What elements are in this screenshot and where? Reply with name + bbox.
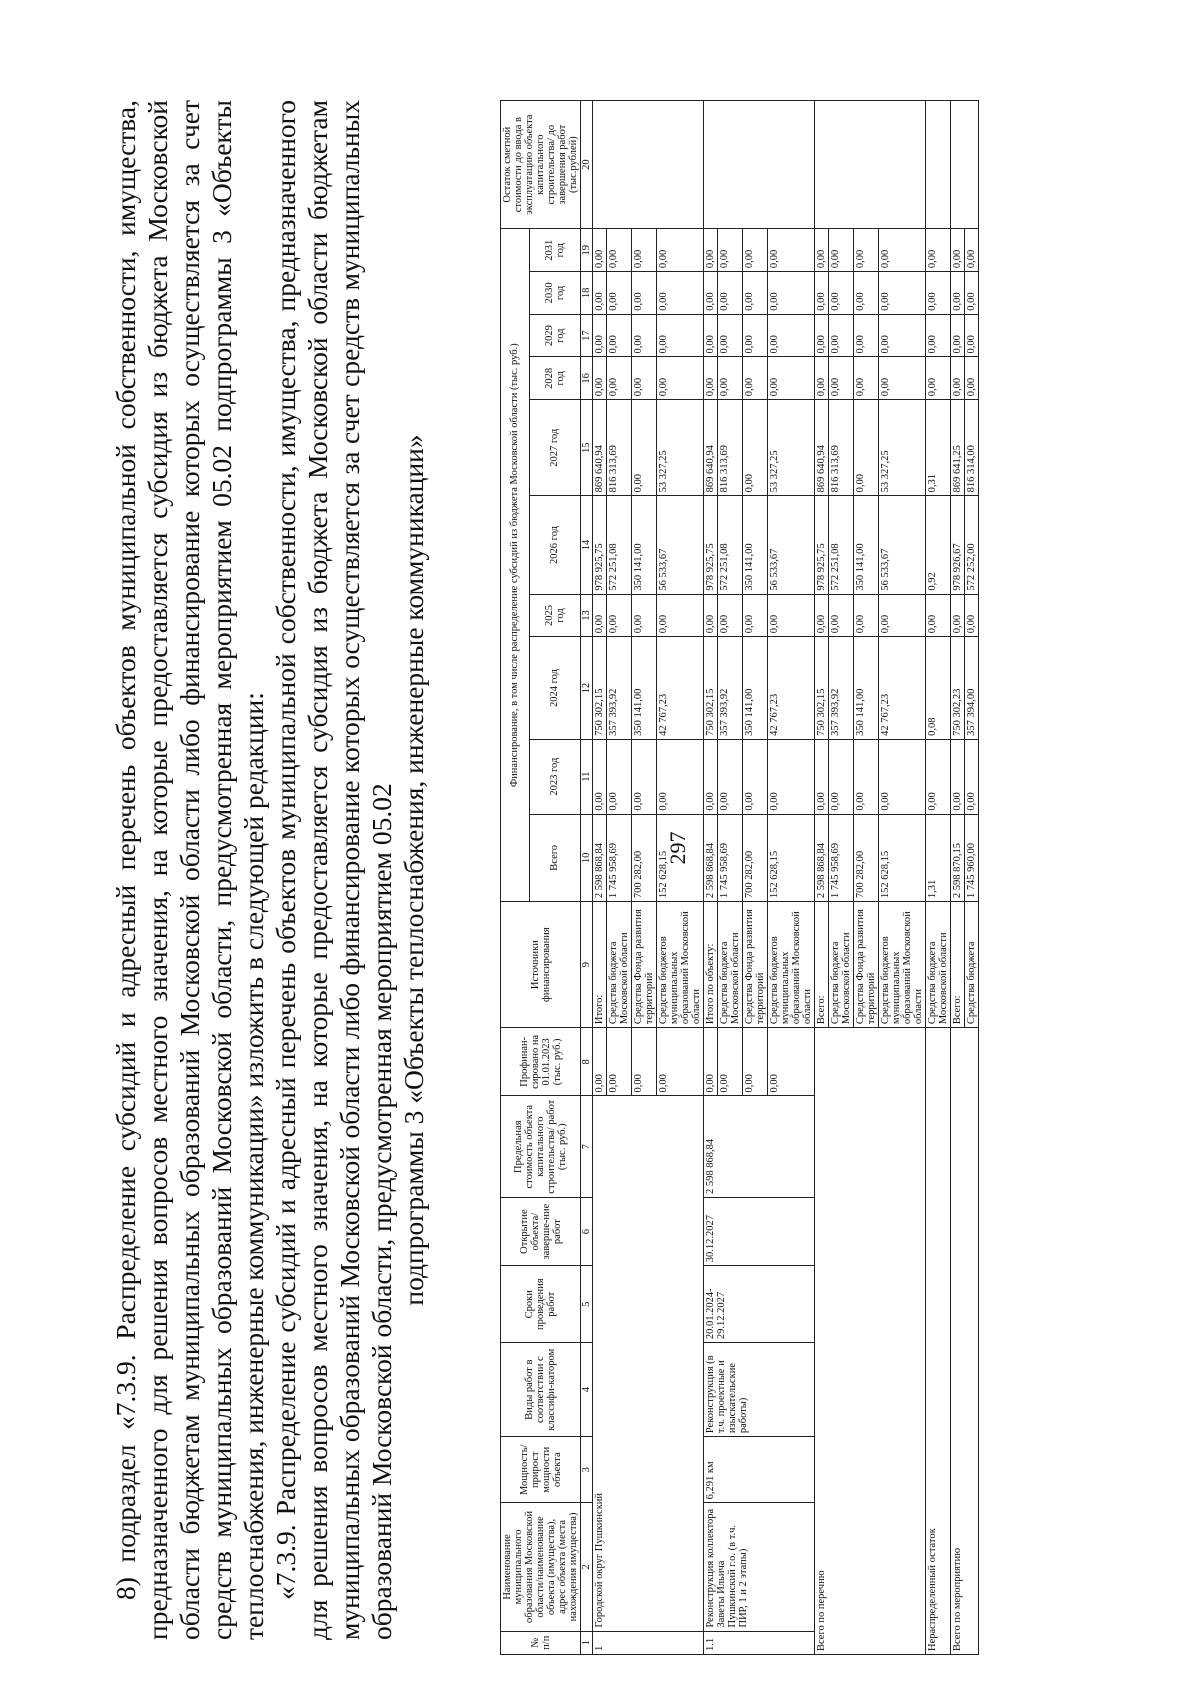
year-value: 0,00 <box>632 314 657 357</box>
year-value: 816 313,69 <box>829 400 854 496</box>
year-value: 0,00 <box>926 739 951 814</box>
funding-source: Средства бюджета Московской области <box>607 902 632 1028</box>
year-value: 0,00 <box>854 229 879 272</box>
year-value: 0,00 <box>704 594 718 637</box>
column-index: 7 <box>581 1096 593 1197</box>
header-year: 2031 год <box>529 229 580 272</box>
year-value: 0,00 <box>743 272 768 315</box>
year-value: 0,00 <box>926 272 951 315</box>
object-opening: 30.12.2027 <box>704 1197 815 1265</box>
year-value: 0,00 <box>704 357 718 400</box>
year-value: 0,00 <box>632 229 657 272</box>
column-index: 17 <box>581 314 593 357</box>
year-value: 0,00 <box>926 357 951 400</box>
remainder-value <box>593 101 704 229</box>
section-heading: «7.3.9. Распределение субсидий и адресный перечень объектов муниципальной собственности, имущества, предназначенного для решения вопросов местного значения, на которые предоставляется субсидия из бюджета Московской области бюджетам муниципальных образований Московской области либо финансирование которых осуществляется за счет средств муниципальных образований Московской области, предусмотренная мероприятием 05.02 <box>270 100 397 1640</box>
header-year: 2029 год <box>529 314 580 357</box>
year-value: 0,00 <box>607 229 632 272</box>
total-value: 152 628,15 <box>768 814 815 902</box>
remainder-value <box>704 101 815 229</box>
year-value: 357 394,00 <box>965 637 979 740</box>
total-value: 2 598 868,84 <box>815 814 829 902</box>
header-total: Всего <box>529 814 580 902</box>
year-value: 42 767,23 <box>657 637 704 740</box>
year-value: 0,00 <box>657 594 704 637</box>
year-value: 0,00 <box>632 400 657 496</box>
year-value: 42 767,23 <box>879 637 926 740</box>
year-value: 0,00 <box>879 272 926 315</box>
prefinanced-value: 0,00 <box>607 1028 632 1096</box>
column-index: 16 <box>581 357 593 400</box>
year-value: 750 302,15 <box>704 637 718 740</box>
funding-source: Средства бюджета Московской области <box>829 902 854 1028</box>
year-value: 572 251,08 <box>718 496 743 594</box>
header-name: Наименование муниципального образования Московской области/наименование объекта (имущества), адрес объекта (места нахождения имущества) <box>501 1503 581 1631</box>
prefinanced-value: 0,00 <box>718 1028 743 1096</box>
year-value: 572 251,08 <box>829 496 854 594</box>
unallocated-row <box>926 101 951 1655</box>
header-opening: Открытие объекта/ заверше-ние работ <box>501 1197 581 1265</box>
year-value: 0,31 <box>926 400 951 496</box>
year-value: 0,00 <box>829 314 854 357</box>
funding-source: Всего: <box>815 902 829 1028</box>
year-value: 0,00 <box>768 272 815 315</box>
year-value: 0,00 <box>593 594 607 637</box>
year-value: 0,00 <box>829 272 854 315</box>
year-value: 0,00 <box>593 229 607 272</box>
prefinanced-value: 0,00 <box>632 1028 657 1096</box>
column-index: 6 <box>581 1197 593 1265</box>
year-value: 0,00 <box>768 314 815 357</box>
year-value: 0,00 <box>854 400 879 496</box>
year-value: 0,00 <box>926 314 951 357</box>
header-limit-cost: Предельная стоимость объекта капитального строительства/ работ (тыс. руб.) <box>501 1096 581 1197</box>
total-label: Всего по перечню <box>815 1028 926 1655</box>
year-value: 0,00 <box>657 314 704 357</box>
header-year: 2024 год <box>529 637 580 740</box>
total-value: 1 745 960,00 <box>965 814 979 902</box>
year-value: 0,00 <box>743 400 768 496</box>
year-value: 0,00 <box>768 594 815 637</box>
object-limit-cost: 2 598 868,84 <box>704 1096 815 1197</box>
column-index: 8 <box>581 1028 593 1096</box>
page-number: 297 <box>665 831 690 865</box>
year-value: 0,00 <box>815 594 829 637</box>
year-value: 56 533,67 <box>657 496 704 594</box>
funding-source: Итого: <box>593 902 607 1028</box>
year-value: 56 533,67 <box>879 496 926 594</box>
district-row <box>593 101 607 1655</box>
total-value: 700 282,00 <box>854 814 879 902</box>
year-value: 0,00 <box>854 272 879 315</box>
header-year: 2030 год <box>529 272 580 315</box>
year-value: 0,00 <box>607 314 632 357</box>
total-label: Всего по мероприятию <box>951 1028 979 1655</box>
column-index: 15 <box>581 400 593 496</box>
year-value: 0,00 <box>704 314 718 357</box>
year-value: 0,00 <box>829 357 854 400</box>
year-value: 0,00 <box>593 739 607 814</box>
total-value: 700 282,00 <box>743 814 768 902</box>
financing-table <box>500 100 979 1655</box>
year-value: 0,00 <box>632 357 657 400</box>
funding-source: Всего: <box>951 902 965 1028</box>
column-index: 5 <box>581 1266 593 1343</box>
total-value: 152 628,15 <box>879 814 926 902</box>
object-capacity: 6,291 км <box>704 1437 815 1503</box>
year-value: 0,00 <box>854 594 879 637</box>
year-value: 0,00 <box>815 314 829 357</box>
year-value: 0,00 <box>815 229 829 272</box>
year-value: 0,00 <box>718 739 743 814</box>
year-value: 0,00 <box>593 272 607 315</box>
year-value: 350 141,00 <box>632 637 657 740</box>
funding-source: Средства бюджета Московской области <box>718 902 743 1028</box>
year-value: 816 313,69 <box>607 400 632 496</box>
header-capacity: Мощность/ прирост мощности объекта <box>501 1437 581 1503</box>
header-sources: Источники финансирования <box>501 902 581 1028</box>
total-value: 1,31 <box>926 814 951 902</box>
column-index: 1 <box>581 1631 593 1654</box>
year-value: 0,00 <box>965 357 979 400</box>
year-value: 750 302,23 <box>951 637 965 740</box>
column-index-row <box>581 101 593 1655</box>
year-value: 0,00 <box>951 272 965 315</box>
year-value: 53 327,25 <box>657 400 704 496</box>
year-value: 0,00 <box>965 594 979 637</box>
year-value: 0,00 <box>607 272 632 315</box>
year-value: 869 640,94 <box>815 400 829 496</box>
year-value: 350 141,00 <box>632 496 657 594</box>
year-value: 0,00 <box>965 272 979 315</box>
year-value: 0,00 <box>718 357 743 400</box>
year-value: 0,08 <box>926 637 951 740</box>
year-value: 978 925,75 <box>593 496 607 594</box>
year-value: 0,00 <box>657 229 704 272</box>
funding-source: Средства Фонда развития территорий <box>632 902 657 1028</box>
year-value: 0,00 <box>607 357 632 400</box>
row-number: 1 <box>593 1631 704 1654</box>
funding-source: Средства бюджетов муниципальных образований Московской области <box>879 902 926 1028</box>
year-value: 869 641,25 <box>951 400 965 496</box>
year-value: 350 141,00 <box>854 496 879 594</box>
year-value: 0,00 <box>704 739 718 814</box>
measure-total-row <box>951 101 965 1655</box>
total-value: 1 745 958,69 <box>829 814 854 902</box>
header-year: 2026 год <box>529 496 580 594</box>
total-value: 1 745 958,69 <box>607 814 632 902</box>
year-value: 0,00 <box>743 229 768 272</box>
object-row <box>704 101 718 1655</box>
year-value: 350 141,00 <box>854 637 879 740</box>
year-value: 0,00 <box>593 357 607 400</box>
prefinanced-value: 0,00 <box>704 1028 718 1096</box>
funding-source: Средства бюджетов муниципальных образований Московской области <box>768 902 815 1028</box>
total-value: 2 598 870,15 <box>951 814 965 902</box>
year-value: 0,00 <box>951 357 965 400</box>
year-value: 750 302,15 <box>815 637 829 740</box>
year-value: 0,00 <box>632 594 657 637</box>
column-index: 18 <box>581 272 593 315</box>
prefinanced-value: 0,00 <box>743 1028 768 1096</box>
year-value: 0,00 <box>704 272 718 315</box>
total-value: 1 745 958,69 <box>718 814 743 902</box>
year-value: 350 141,00 <box>743 496 768 594</box>
year-value: 0,00 <box>815 272 829 315</box>
year-value: 0,00 <box>743 594 768 637</box>
year-value: 0,92 <box>926 496 951 594</box>
year-value: 0,00 <box>743 357 768 400</box>
year-value: 357 393,92 <box>607 637 632 740</box>
funding-source: Средства Фонда развития территорий <box>854 902 879 1028</box>
year-value: 0,00 <box>768 739 815 814</box>
header-year: 2027 год <box>529 400 580 496</box>
year-value: 0,00 <box>718 594 743 637</box>
year-value: 0,00 <box>879 229 926 272</box>
year-value: 0,00 <box>879 739 926 814</box>
funding-source: Средства бюджета Московской области <box>926 902 951 1028</box>
year-value: 978 925,75 <box>704 496 718 594</box>
year-value: 978 926,67 <box>951 496 965 594</box>
year-value: 869 640,94 <box>704 400 718 496</box>
year-value: 0,00 <box>632 739 657 814</box>
year-value: 0,00 <box>768 229 815 272</box>
year-value: 0,00 <box>704 229 718 272</box>
column-index: 12 <box>581 637 593 740</box>
header-works: Виды работ в соответствии с классифи-катором <box>501 1343 581 1437</box>
object-works: Реконструкция (в т.ч. проектные и изыскательские работы) <box>704 1343 815 1437</box>
year-value: 0,00 <box>657 272 704 315</box>
year-value: 572 251,08 <box>607 496 632 594</box>
year-value: 0,00 <box>829 594 854 637</box>
year-value: 0,00 <box>657 357 704 400</box>
header-year: 2028 год <box>529 357 580 400</box>
header-year: 2023 год <box>529 739 580 814</box>
header-year: 2025 год <box>529 594 580 637</box>
year-value: 0,00 <box>607 594 632 637</box>
remainder-value <box>815 101 926 229</box>
total-value: 700 282,00 <box>632 814 657 902</box>
year-value: 350 141,00 <box>743 637 768 740</box>
year-value: 0,00 <box>926 229 951 272</box>
column-index: 11 <box>581 739 593 814</box>
year-value: 0,00 <box>951 594 965 637</box>
year-value: 869 640,94 <box>593 400 607 496</box>
year-value: 53 327,25 <box>768 400 815 496</box>
intro-paragraph: 8) подраздел «7.3.9. Распределение субсидий и адресный перечень объектов муниципальной собственности, имущества, предназначенного для решения вопросов местного значения, на которые предоставляется субсидия из бюджета Московской области бюджетам муниципальных образований Московской области либо финансирование которых осуществляется за счет средств муниципальных образований Московской области, предусмотренная мероприятием 05.02 подпрограммы 3 «Объекты теплоснабжения, инженерные коммуникации» изложить в следующей редакции: <box>110 100 269 1640</box>
object-terms: 20.01.2024-29.12.2027 <box>704 1266 815 1343</box>
column-index: 20 <box>581 101 593 229</box>
year-value: 0,00 <box>965 314 979 357</box>
text-block <box>110 100 430 1640</box>
year-value: 0,00 <box>879 314 926 357</box>
district-name: Городской округ Пушкинский <box>593 1096 704 1631</box>
header-n: № п/п <box>501 1631 581 1654</box>
year-value: 56 533,67 <box>768 496 815 594</box>
header-remainder: Остаток сметной стоимости до ввода в эксплуатацию объекта капитального строительства/ до завершения работ (тыс.рублей) <box>501 101 581 229</box>
funding-source: Средства Фонда развития территорий <box>743 902 768 1028</box>
column-index: 19 <box>581 229 593 272</box>
column-index: 13 <box>581 594 593 637</box>
year-value: 0,00 <box>951 229 965 272</box>
section-heading-end: подпрограммы 3 «Объекты теплоснабжения, инженерные коммуникации» <box>398 434 429 1306</box>
total-value: 2 598 868,84 <box>593 814 607 902</box>
year-value: 0,00 <box>854 314 879 357</box>
year-value: 978 925,75 <box>815 496 829 594</box>
year-value: 816 313,69 <box>718 400 743 496</box>
year-value: 0,00 <box>829 229 854 272</box>
column-index: 10 <box>581 814 593 902</box>
remainder-value <box>951 101 979 229</box>
object-name: Реконструкция коллектора Заветы Ильича Пушкинский г.о. (в т.ч. ПИР, 1 и 2 этапы) <box>704 1503 815 1631</box>
year-value: 0,00 <box>718 314 743 357</box>
header-prefinanced: Профинан-сировано на 01.01.2023 (тыс. руб.) <box>501 1028 581 1096</box>
year-value: 816 314,00 <box>965 400 979 496</box>
year-value: 42 767,23 <box>768 637 815 740</box>
year-value: 0,00 <box>854 739 879 814</box>
row-number: 1.1 <box>704 1631 815 1654</box>
prefinanced-value: 0,00 <box>768 1028 815 1096</box>
year-value: 0,00 <box>607 739 632 814</box>
year-value: 0,00 <box>951 739 965 814</box>
year-value: 0,00 <box>926 594 951 637</box>
year-value: 0,00 <box>815 739 829 814</box>
year-value: 0,00 <box>879 357 926 400</box>
column-index: 14 <box>581 496 593 594</box>
year-value: 357 393,92 <box>829 637 854 740</box>
year-value: 0,00 <box>768 357 815 400</box>
year-value: 0,00 <box>879 594 926 637</box>
column-index: 4 <box>581 1343 593 1437</box>
year-value: 0,00 <box>743 314 768 357</box>
column-index: 9 <box>581 902 593 1028</box>
remainder-value <box>926 101 951 229</box>
financing-table-wrap <box>500 100 979 1655</box>
header-terms: Сроки проведения работ <box>501 1266 581 1343</box>
year-value: 0,00 <box>854 357 879 400</box>
column-index: 3 <box>581 1437 593 1503</box>
year-value: 357 393,92 <box>718 637 743 740</box>
column-index: 2 <box>581 1503 593 1631</box>
year-value: 0,00 <box>965 739 979 814</box>
prefinanced-value: 0,00 <box>657 1028 704 1096</box>
year-value: 0,00 <box>593 314 607 357</box>
unallocated-label: Нераспределенный остаток <box>926 1028 951 1655</box>
year-value: 0,00 <box>951 314 965 357</box>
year-value: 0,00 <box>632 272 657 315</box>
year-value: 0,00 <box>965 229 979 272</box>
funding-source: Средства бюджетов муниципальных образований Московской области <box>657 902 704 1028</box>
year-value: 53 327,25 <box>879 400 926 496</box>
funding-source: Средства бюджета <box>965 902 979 1028</box>
year-value: 0,00 <box>815 357 829 400</box>
year-value: 0,00 <box>718 272 743 315</box>
total-value: 2 598 868,84 <box>704 814 718 902</box>
prefinanced-value: 0,00 <box>593 1028 607 1096</box>
list-total-row <box>815 101 829 1655</box>
year-value: 572 252,00 <box>965 496 979 594</box>
year-value: 0,00 <box>657 739 704 814</box>
total-value: 152 628,15 <box>657 814 704 902</box>
year-value: 750 302,15 <box>593 637 607 740</box>
year-value: 0,00 <box>718 229 743 272</box>
funding-source: Итого по объекту: <box>704 902 718 1028</box>
year-value: 0,00 <box>743 739 768 814</box>
header-financing: Финансирование, в том числе распределение субсидий из бюджета Московской области (тыс. руб.) <box>501 229 530 902</box>
year-value: 0,00 <box>829 739 854 814</box>
